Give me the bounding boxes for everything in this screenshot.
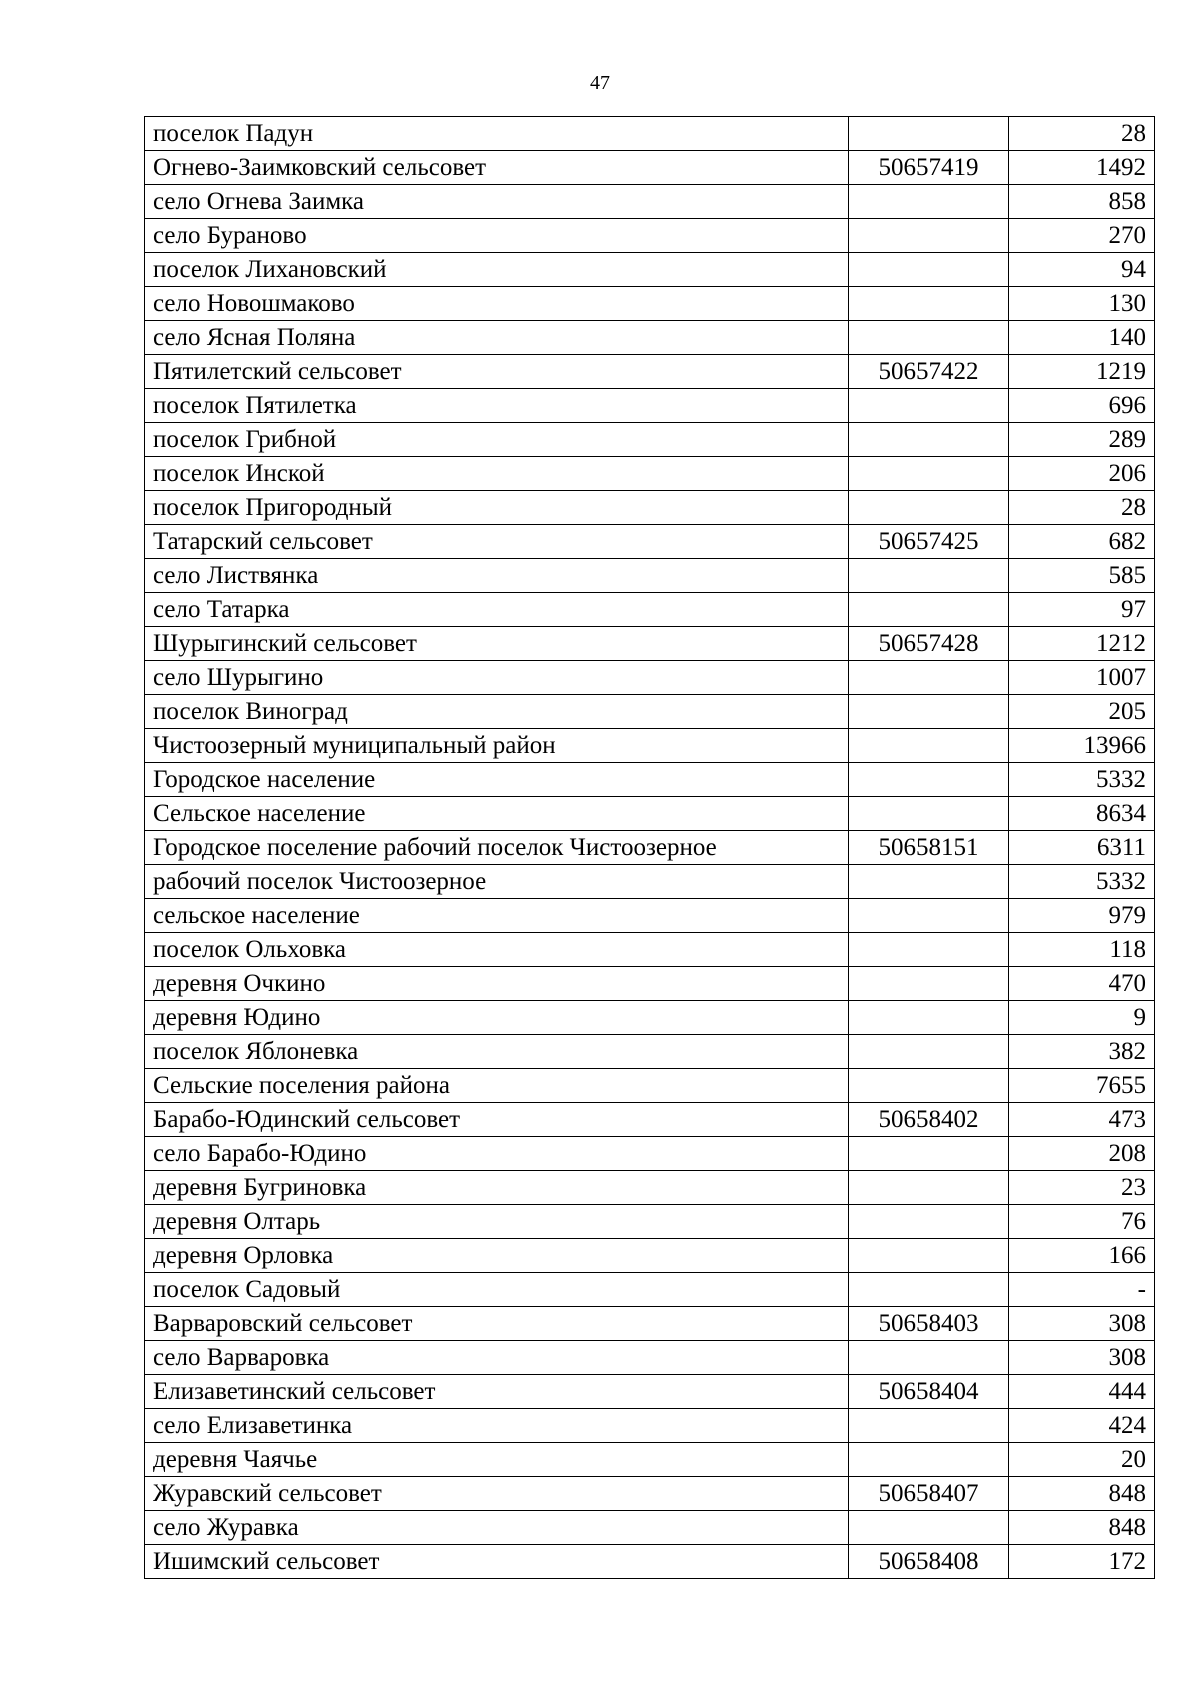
settlement-name-cell: село Шурыгино <box>145 661 849 695</box>
population-value-cell: 206 <box>1009 457 1155 491</box>
population-value-cell: 76 <box>1009 1205 1155 1239</box>
settlement-name-cell: поселок Виноград <box>145 695 849 729</box>
table-row <box>145 1273 1155 1307</box>
table-row <box>145 1307 1155 1341</box>
oktmo-code-cell: 50658403 <box>849 1307 1009 1341</box>
settlement-name-cell: село Листвянка <box>145 559 849 593</box>
population-value-cell: 8634 <box>1009 797 1155 831</box>
table-row <box>145 865 1155 899</box>
oktmo-code-cell <box>849 1137 1009 1171</box>
settlement-name-cell: поселок Инской <box>145 457 849 491</box>
population-value-cell: 473 <box>1009 1103 1155 1137</box>
population-value-cell: 585 <box>1009 559 1155 593</box>
settlement-name-cell: деревня Очкино <box>145 967 849 1001</box>
population-value-cell: 424 <box>1009 1409 1155 1443</box>
oktmo-code-cell: 50657422 <box>849 355 1009 389</box>
table-row <box>145 1443 1155 1477</box>
population-value-cell: 444 <box>1009 1375 1155 1409</box>
settlement-name-cell: Татарский сельсовет <box>145 525 849 559</box>
population-value-cell: 5332 <box>1009 865 1155 899</box>
table-row <box>145 151 1155 185</box>
settlement-name-cell: село Елизаветинка <box>145 1409 849 1443</box>
table-row <box>145 1477 1155 1511</box>
table-row <box>145 1205 1155 1239</box>
oktmo-code-cell <box>849 695 1009 729</box>
population-value-cell: 5332 <box>1009 763 1155 797</box>
oktmo-code-cell <box>849 185 1009 219</box>
table-row <box>145 525 1155 559</box>
oktmo-code-cell: 50657425 <box>849 525 1009 559</box>
settlement-name-cell: Сельское население <box>145 797 849 831</box>
oktmo-code-cell <box>849 117 1009 151</box>
population-value-cell: 20 <box>1009 1443 1155 1477</box>
population-value-cell: 1219 <box>1009 355 1155 389</box>
table-row <box>145 1511 1155 1545</box>
settlement-name-cell: Шурыгинский сельсовет <box>145 627 849 661</box>
settlement-name-cell: поселок Пригородный <box>145 491 849 525</box>
population-value-cell: 382 <box>1009 1035 1155 1069</box>
population-value-cell: 696 <box>1009 389 1155 423</box>
oktmo-code-cell <box>849 457 1009 491</box>
settlement-name-cell: деревня Орловка <box>145 1239 849 1273</box>
oktmo-code-cell <box>849 967 1009 1001</box>
oktmo-code-cell: 50657428 <box>849 627 1009 661</box>
oktmo-code-cell <box>849 1511 1009 1545</box>
oktmo-code-cell <box>849 253 1009 287</box>
settlement-name-cell: село Журавка <box>145 1511 849 1545</box>
table-row <box>145 1545 1155 1579</box>
population-value-cell: - <box>1009 1273 1155 1307</box>
population-value-cell: 28 <box>1009 491 1155 525</box>
settlement-name-cell: Городское население <box>145 763 849 797</box>
table-row <box>145 117 1155 151</box>
settlement-name-cell: село Новошмаково <box>145 287 849 321</box>
oktmo-code-cell <box>849 1035 1009 1069</box>
table-row <box>145 491 1155 525</box>
settlement-name-cell: поселок Яблоневка <box>145 1035 849 1069</box>
settlement-name-cell: рабочий поселок Чистоозерное <box>145 865 849 899</box>
oktmo-code-cell <box>849 1341 1009 1375</box>
table-row <box>145 933 1155 967</box>
population-value-cell: 308 <box>1009 1307 1155 1341</box>
settlement-name-cell: деревня Юдино <box>145 1001 849 1035</box>
settlement-name-cell: сельское население <box>145 899 849 933</box>
table-row <box>145 423 1155 457</box>
population-value-cell: 289 <box>1009 423 1155 457</box>
oktmo-code-cell <box>849 661 1009 695</box>
settlement-name-cell: деревня Бугриновка <box>145 1171 849 1205</box>
population-value-cell: 979 <box>1009 899 1155 933</box>
oktmo-code-cell: 50658407 <box>849 1477 1009 1511</box>
settlement-name-cell: Огнево-Заимковский сельсовет <box>145 151 849 185</box>
oktmo-code-cell <box>849 1001 1009 1035</box>
population-value-cell: 28 <box>1009 117 1155 151</box>
population-value-cell: 94 <box>1009 253 1155 287</box>
settlement-name-cell: деревня Олтарь <box>145 1205 849 1239</box>
table-row <box>145 1239 1155 1273</box>
table-row <box>145 1375 1155 1409</box>
oktmo-code-cell <box>849 1443 1009 1477</box>
table-row <box>145 1409 1155 1443</box>
table-row <box>145 899 1155 933</box>
population-value-cell: 1212 <box>1009 627 1155 661</box>
table-body <box>145 117 1155 1579</box>
population-value-cell: 166 <box>1009 1239 1155 1273</box>
oktmo-code-cell: 50658404 <box>849 1375 1009 1409</box>
table-row <box>145 729 1155 763</box>
table-row <box>145 1137 1155 1171</box>
population-value-cell: 1007 <box>1009 661 1155 695</box>
oktmo-code-cell: 50658402 <box>849 1103 1009 1137</box>
table-row <box>145 763 1155 797</box>
table-row <box>145 1341 1155 1375</box>
settlement-name-cell: село Барабо-Юдино <box>145 1137 849 1171</box>
table-row <box>145 559 1155 593</box>
oktmo-code-cell <box>849 865 1009 899</box>
population-value-cell: 470 <box>1009 967 1155 1001</box>
population-value-cell: 7655 <box>1009 1069 1155 1103</box>
population-value-cell: 118 <box>1009 933 1155 967</box>
settlement-name-cell: Пятилетский сельсовет <box>145 355 849 389</box>
population-value-cell: 1492 <box>1009 151 1155 185</box>
settlement-name-cell: Сельские поселения района <box>145 1069 849 1103</box>
settlement-name-cell: Городское поселение рабочий поселок Чистоозерное <box>145 831 849 865</box>
settlement-name-cell: поселок Садовый <box>145 1273 849 1307</box>
table-row <box>145 1103 1155 1137</box>
oktmo-code-cell <box>849 1069 1009 1103</box>
population-value-cell: 130 <box>1009 287 1155 321</box>
table-row <box>145 1001 1155 1035</box>
population-value-cell: 682 <box>1009 525 1155 559</box>
population-value-cell: 858 <box>1009 185 1155 219</box>
oktmo-code-cell <box>849 389 1009 423</box>
oktmo-code-cell <box>849 1171 1009 1205</box>
table-row <box>145 185 1155 219</box>
population-value-cell: 208 <box>1009 1137 1155 1171</box>
table-row <box>145 321 1155 355</box>
oktmo-code-cell <box>849 797 1009 831</box>
oktmo-code-cell <box>849 1409 1009 1443</box>
population-value-cell: 6311 <box>1009 831 1155 865</box>
table-row <box>145 253 1155 287</box>
table-row <box>145 1069 1155 1103</box>
table-row <box>145 967 1155 1001</box>
oktmo-code-cell <box>849 423 1009 457</box>
settlement-name-cell: Варваровский сельсовет <box>145 1307 849 1341</box>
population-value-cell: 9 <box>1009 1001 1155 1035</box>
table-row <box>145 831 1155 865</box>
table-row <box>145 797 1155 831</box>
settlement-name-cell: село Татарка <box>145 593 849 627</box>
settlement-name-cell: Ишимский сельсовет <box>145 1545 849 1579</box>
settlement-name-cell: село Бураново <box>145 219 849 253</box>
oktmo-code-cell <box>849 1239 1009 1273</box>
table-row <box>145 627 1155 661</box>
table-row <box>145 355 1155 389</box>
population-value-cell: 97 <box>1009 593 1155 627</box>
oktmo-code-cell: 50658408 <box>849 1545 1009 1579</box>
oktmo-code-cell: 50658151 <box>849 831 1009 865</box>
population-value-cell: 140 <box>1009 321 1155 355</box>
table-row <box>145 1171 1155 1205</box>
oktmo-code-cell <box>849 559 1009 593</box>
settlement-name-cell: Журавский сельсовет <box>145 1477 849 1511</box>
settlement-name-cell: Чистоозерный муниципальный район <box>145 729 849 763</box>
population-table <box>144 116 1155 1579</box>
oktmo-code-cell <box>849 321 1009 355</box>
table-row <box>145 287 1155 321</box>
population-value-cell: 172 <box>1009 1545 1155 1579</box>
population-value-cell: 848 <box>1009 1477 1155 1511</box>
table-row <box>145 593 1155 627</box>
oktmo-code-cell <box>849 933 1009 967</box>
table-row <box>145 389 1155 423</box>
oktmo-code-cell <box>849 593 1009 627</box>
settlement-name-cell: село Варваровка <box>145 1341 849 1375</box>
oktmo-code-cell <box>849 1205 1009 1239</box>
oktmo-code-cell <box>849 491 1009 525</box>
settlement-name-cell: село Ясная Поляна <box>145 321 849 355</box>
oktmo-code-cell: 50657419 <box>849 151 1009 185</box>
oktmo-code-cell <box>849 219 1009 253</box>
page-number: 47 <box>590 72 610 94</box>
table-row <box>145 695 1155 729</box>
settlement-name-cell: Елизаветинский сельсовет <box>145 1375 849 1409</box>
table-row <box>145 661 1155 695</box>
table-row <box>145 1035 1155 1069</box>
settlement-name-cell: поселок Грибной <box>145 423 849 457</box>
settlement-name-cell: поселок Пятилетка <box>145 389 849 423</box>
settlement-name-cell: поселок Падун <box>145 117 849 151</box>
table-row <box>145 457 1155 491</box>
population-value-cell: 23 <box>1009 1171 1155 1205</box>
settlement-name-cell: Барабо-Юдинский сельсовет <box>145 1103 849 1137</box>
oktmo-code-cell <box>849 763 1009 797</box>
table-row <box>145 219 1155 253</box>
population-value-cell: 270 <box>1009 219 1155 253</box>
oktmo-code-cell <box>849 1273 1009 1307</box>
population-value-cell: 848 <box>1009 1511 1155 1545</box>
settlement-name-cell: поселок Ольховка <box>145 933 849 967</box>
settlement-name-cell: поселок Лихановский <box>145 253 849 287</box>
oktmo-code-cell <box>849 899 1009 933</box>
oktmo-code-cell <box>849 287 1009 321</box>
population-value-cell: 13966 <box>1009 729 1155 763</box>
population-value-cell: 308 <box>1009 1341 1155 1375</box>
settlement-name-cell: село Огнева Заимка <box>145 185 849 219</box>
settlement-name-cell: деревня Чаячье <box>145 1443 849 1477</box>
population-value-cell: 205 <box>1009 695 1155 729</box>
oktmo-code-cell <box>849 729 1009 763</box>
